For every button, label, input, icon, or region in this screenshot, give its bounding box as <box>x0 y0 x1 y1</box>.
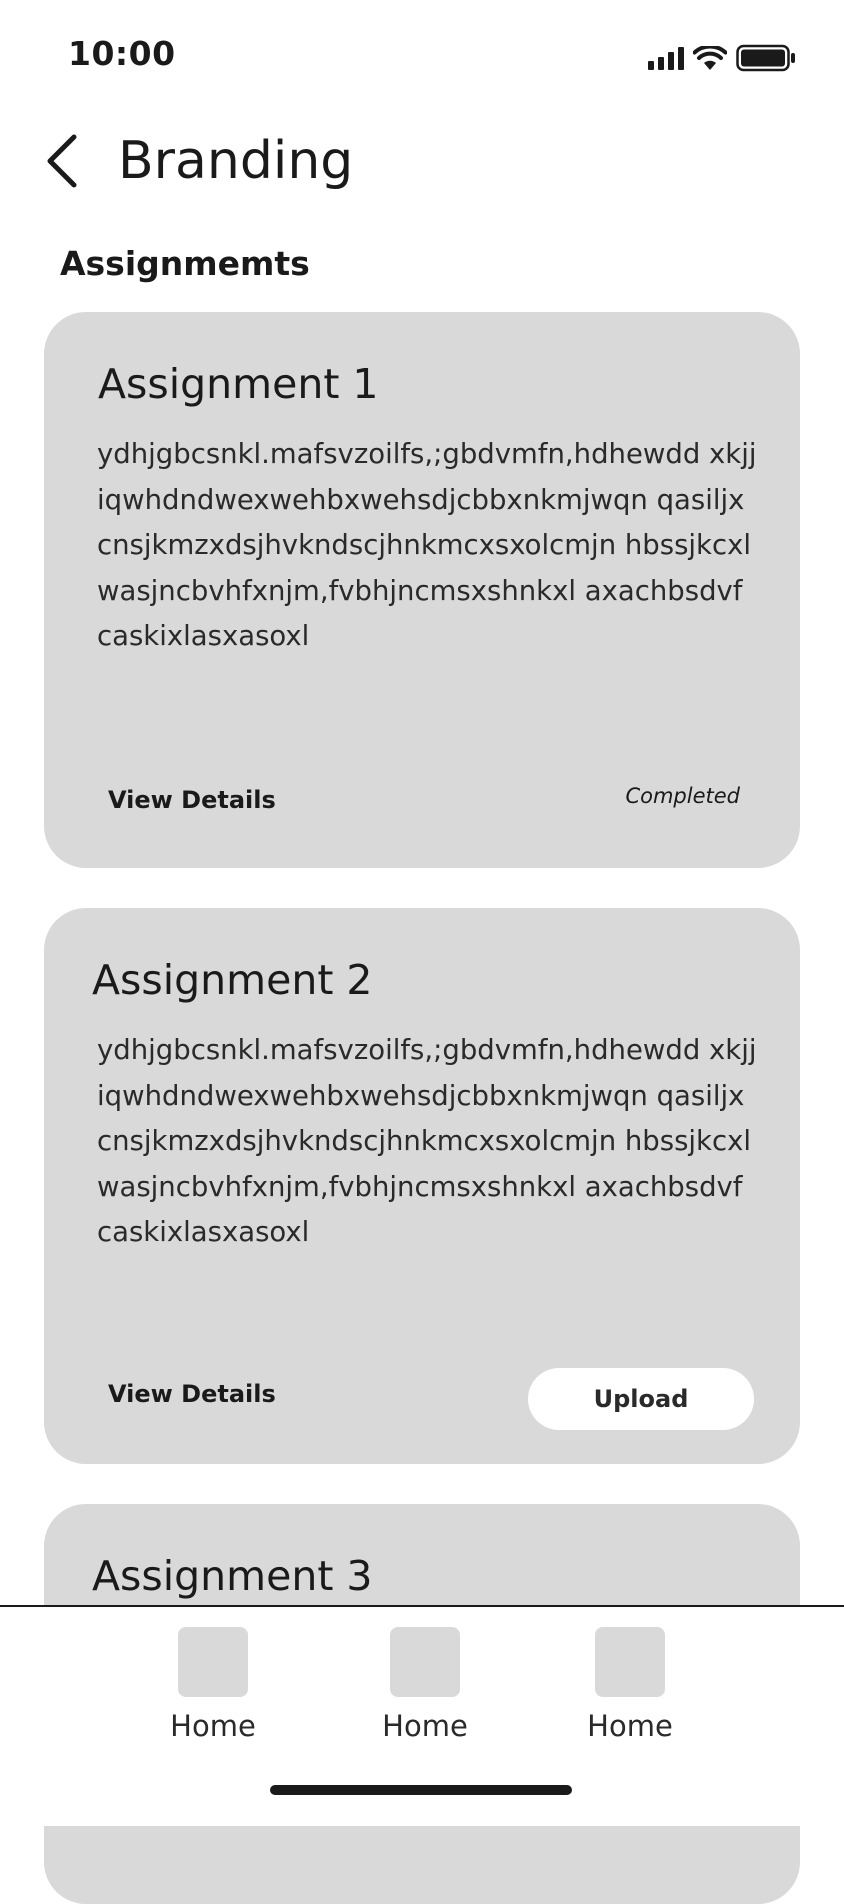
view-details-link[interactable]: View Details <box>108 1380 276 1408</box>
assignment-description: ydhjgbcsnkl.mafsvzoilfs,;gbdvmfn,hdhewdd xkjjiqwhdndwexwehbxwehsdjcbbxnkmjwqn qasiljxcnsjkmzxdsjhvkndscjhnkmcxsxolcmjn hbssjkcxlwasjncbvhfxnjm,fvbhjncmsxshnkxl axachbsdvfcaskixlasxasoxl <box>97 438 757 652</box>
status-bar <box>0 0 844 110</box>
upload-button[interactable]: Upload <box>528 1368 754 1430</box>
chevron-left-icon <box>44 133 78 189</box>
status-badge: Completed <box>625 784 740 808</box>
view-details-link[interactable]: View Details <box>108 786 276 814</box>
nav-item-label: Home <box>587 1709 673 1743</box>
placeholder-icon <box>390 1627 460 1697</box>
home-indicator[interactable] <box>270 1785 572 1795</box>
assignment-title: Assignment 1 <box>98 360 379 408</box>
nav-item-label: Home <box>382 1709 468 1743</box>
page-title: Branding <box>118 131 354 191</box>
assignment-description: ydhjgbcsnkl.mafsvzoilfs,;gbdvmfn,hdhewdd xkjjiqwhdndwexwehbxwehsdjcbbxnkmjwqn qasiljxcnsjkmzxdsjhvkndscjhnkmcxsxolcmjn hbssjkcxlwasjncbvhfxnjm,fvbhjncmsxshnkxl axachbsdvfcaskixlasxasoxl <box>97 1034 757 1248</box>
wifi-icon <box>693 46 727 71</box>
nav-item-home[interactable] <box>153 1627 273 1743</box>
header <box>0 120 844 202</box>
assignment-card <box>44 312 800 868</box>
back-button[interactable] <box>36 128 86 194</box>
cellular-signal-icon <box>648 46 684 70</box>
nav-item-label: Home <box>170 1709 256 1743</box>
bottom-navigation <box>0 1605 844 1826</box>
status-time: 10:00 <box>68 34 176 73</box>
placeholder-icon <box>178 1627 248 1697</box>
nav-item-home[interactable] <box>570 1627 690 1743</box>
assignment-title: Assignment 2 <box>92 956 373 1004</box>
placeholder-icon <box>595 1627 665 1697</box>
status-icons <box>648 44 796 72</box>
section-label: Assignmemts <box>60 244 310 283</box>
nav-item-home[interactable] <box>365 1627 485 1743</box>
assignment-title: Assignment 3 <box>92 1552 373 1600</box>
assignment-card <box>44 908 800 1464</box>
battery-icon <box>736 44 796 72</box>
